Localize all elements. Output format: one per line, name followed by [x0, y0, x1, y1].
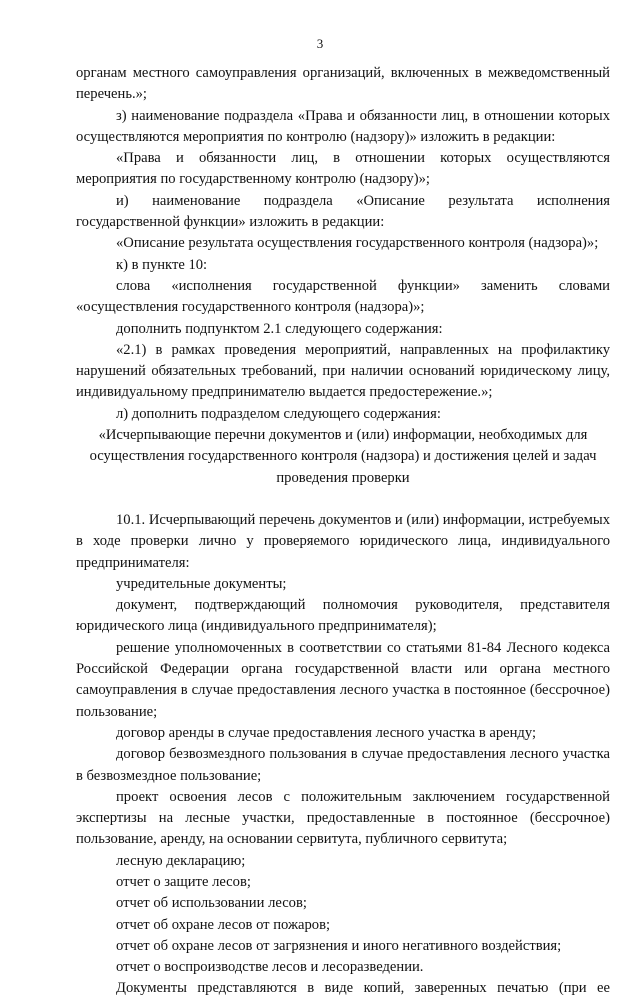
- list-item: отчет об охране лесов от загрязнения и иного негативного воздействия;: [116, 937, 562, 954]
- paragraph: и) наименование подраздела «Описание результата исполнения государственной функции» изложить в редакции:: [76, 192, 610, 231]
- spacer: [76, 489, 610, 510]
- paragraph: дополнить подпунктом 2.1 следующего содержания:: [116, 320, 443, 337]
- list-item: учредительные документы;: [116, 575, 287, 592]
- paragraph: «2.1) в рамках проведения мероприятий, направленных на профилактику нарушений обязательных требований, при наличии оснований юридическому лицу, индивидуальному предпринимателю выдается предостережение.»;: [76, 341, 610, 401]
- paragraph: к) в пункте 10:: [116, 256, 208, 273]
- page-number: 3: [316, 36, 324, 51]
- list-item: отчет о воспроизводстве лесов и лесоразведении.: [116, 959, 424, 976]
- paragraph: слова «исполнения государственной функции» заменить словами «осуществления государственного контроля (надзора)»;: [76, 277, 610, 316]
- paragraph: органам местного самоуправления организаций, включенных в межведомственный перечень.»;: [76, 65, 610, 103]
- document-body: [76, 63, 610, 1000]
- list-item: решение уполномоченных в соответствии со статьями 81-84 Лесного кодекса Российской Федерации органа государственной власти или органа местного самоуправления в случае предоставления лесного участка в постоянное (бессрочное) пользование;: [76, 639, 610, 720]
- list-item: лесную декларацию;: [116, 852, 246, 869]
- list-item: проект освоения лесов с положительным заключением государственной экспертизы на лесные участки, предоставленные в постоянное (бессрочное) пользование, аренду, на основании сервитута, публичного сервитута;: [76, 788, 610, 848]
- paragraph: «Права и обязанности лиц, в отношении которых осуществляются мероприятия по государственному контролю (надзору)»;: [76, 150, 610, 188]
- list-item: отчет об использовании лесов;: [116, 895, 307, 912]
- paragraph: л) дополнить подразделом следующего содержания:: [116, 405, 441, 422]
- paragraph: «Описание результата осуществления государственного контроля (надзора)»;: [116, 235, 599, 252]
- list-item: отчет о защите лесов;: [116, 873, 251, 890]
- list-item: договор аренды в случае предоставления лесного участка в аренду;: [116, 724, 537, 741]
- paragraph: з) наименование подраздела «Права и обязанности лиц, в отношении которых осуществляются мероприятия по контролю (надзору)» изложить в редакции:: [76, 107, 610, 145]
- list-item: документ, подтверждающий полномочия руководителя, представителя юридического лица (индивидуального предпринимателя);: [76, 597, 610, 635]
- list-item: договор безвозмездного пользования в случае предоставления лесного участка в безвозмездное пользование;: [76, 746, 610, 784]
- paragraph: 10.1. Исчерпывающий перечень документов и (или) информации, истребуемых в ходе проверки лично у проверяемого юридического лица, индивидуального предпринимателя:: [76, 511, 610, 571]
- list-item: отчет об охране лесов от пожаров;: [116, 916, 331, 933]
- paragraph: Документы представляются в виде копий, заверенных печатью (при ее: [116, 980, 610, 997]
- section-heading: «Исчерпывающие перечни документов и (или) информации, необходимых для осуществления государственного контроля (надзора) и достижения целей и задач проведения проверки: [89, 427, 597, 486]
